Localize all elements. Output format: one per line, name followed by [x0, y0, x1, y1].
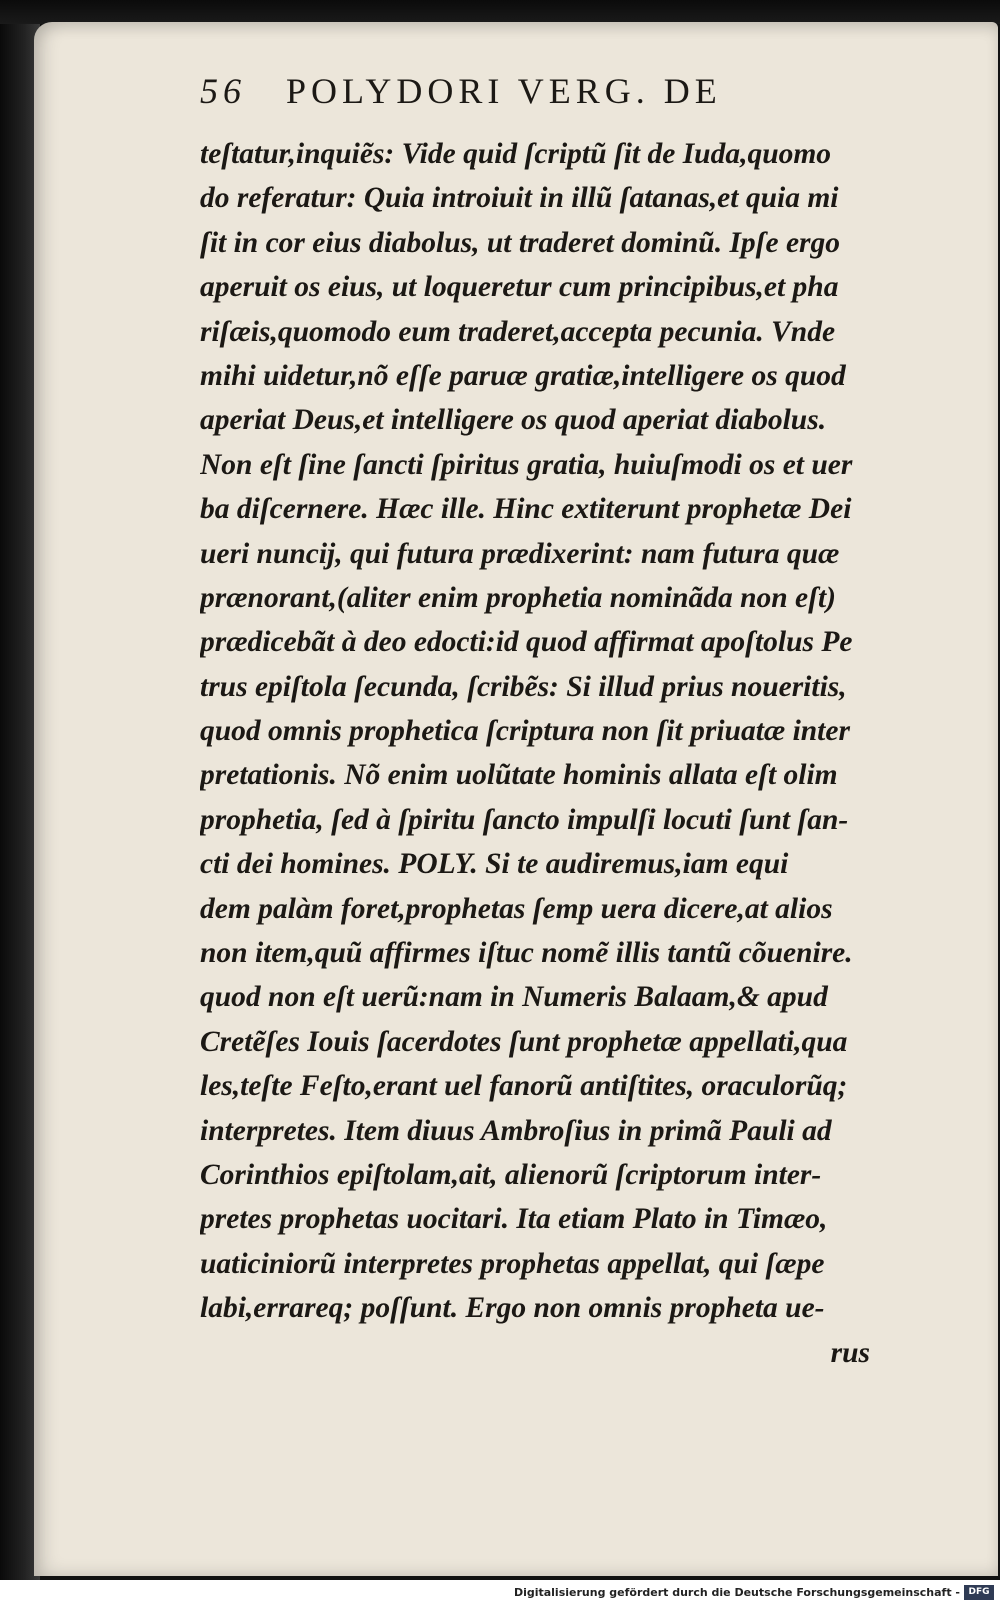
- scan-top-edge: [0, 0, 1000, 24]
- catchword: rus: [830, 1336, 870, 1369]
- text-line: labi,errareq; poſſunt. Ergo non omnis propheta ue-: [200, 1292, 825, 1325]
- text-line: quod non eſt uerũ:nam in Numeris Balaam,& apud: [200, 981, 828, 1014]
- text-line: Corinthios epiſtolam,ait, alienorũ ſcriptorum inter-: [200, 1158, 822, 1191]
- text-line: aperuit os eius, ut loqueretur cum principibus,et pha: [200, 271, 839, 304]
- funding-credit: Digitalisierung gefördert durch die Deutsche Forschungsgemeinschaft -: [513, 1586, 960, 1599]
- text-line: cti dei homines. POLY. Si te audiremus,iam equi: [200, 848, 789, 881]
- text-line: prædicebãt à deo edocti:id quod affirmat apoſtolus Pe: [200, 626, 853, 659]
- digitization-footer: [0, 1580, 1000, 1610]
- text-line: ueri nuncij, qui futura prædixerint: nam futura quæ: [200, 537, 840, 570]
- running-title: POLYDORI VERG. DE: [286, 71, 722, 111]
- text-line: do referatur: Quia introiuit in illũ ſatanas,et quia mi: [200, 182, 839, 215]
- text-line: uaticiniorũ interpretes prophetas appellat, qui ſæpe: [200, 1247, 825, 1280]
- text-line: prænorant,(aliter enim prophetia nominãda non eſt): [200, 581, 836, 614]
- text-line: teſtatur,inquiẽs: Vide quid ſcriptũ ſit de Iuda,quomo: [200, 138, 832, 170]
- text-line: non item,quũ affirmes iſtuc nomẽ illis tantũ cõuenire.: [200, 937, 853, 970]
- text-line: aperiat Deus,et intelligere os quod aperiat diabolus.: [200, 404, 827, 437]
- text-line: ſit in cor eius diabolus, ut traderet dominũ. Ipſe ergo: [200, 226, 841, 259]
- text-line: pretes prophetas uocitari. Ita etiam Plato in Timæo,: [200, 1203, 828, 1236]
- text-line: trus epiſtola ſecunda, ſcribẽs: Si illud prius noueritis,: [200, 670, 847, 703]
- dfg-logo: DFG: [964, 1585, 994, 1600]
- text-line: ba diſcernere. Hæc ille. Hinc extiterunt prophetæ Dei: [200, 493, 852, 526]
- text-line: mihi uidetur,nõ eſſe paruæ gratiæ,intelligere os quod: [200, 359, 846, 392]
- page-text: [200, 132, 870, 1375]
- text-line: quod omnis prophetica ſcriptura non ſit priuatæ inter: [200, 715, 850, 748]
- text-line: Cretẽſes Iouis ſacerdotes ſunt prophetæ appellati,qua: [200, 1025, 848, 1058]
- text-line: prophetia, ſed à ſpiritu ſancto impulſi locuti ſunt ſan-: [200, 803, 849, 836]
- text-line: les,teſte Feſto,erant uel fanorũ antiſtites, oraculorũq;: [200, 1070, 848, 1103]
- running-head: [200, 70, 840, 130]
- text-line: pretationis. Nõ enim uolũtate hominis allata eſt olim: [200, 759, 838, 792]
- text-line: interpretes. Item diuus Ambroſius in primã Pauli ad: [200, 1114, 832, 1147]
- page-number: 56: [200, 71, 246, 111]
- text-line: dem palàm foret,prophetas ſemp uera dicere,at alios: [200, 892, 833, 925]
- text-line: riſæis,quomodo eum traderet,accepta pecunia. Vnde: [200, 315, 836, 348]
- text-line: Non eſt ſine ſancti ſpiritus gratia, huiuſmodi os et uer: [200, 448, 853, 481]
